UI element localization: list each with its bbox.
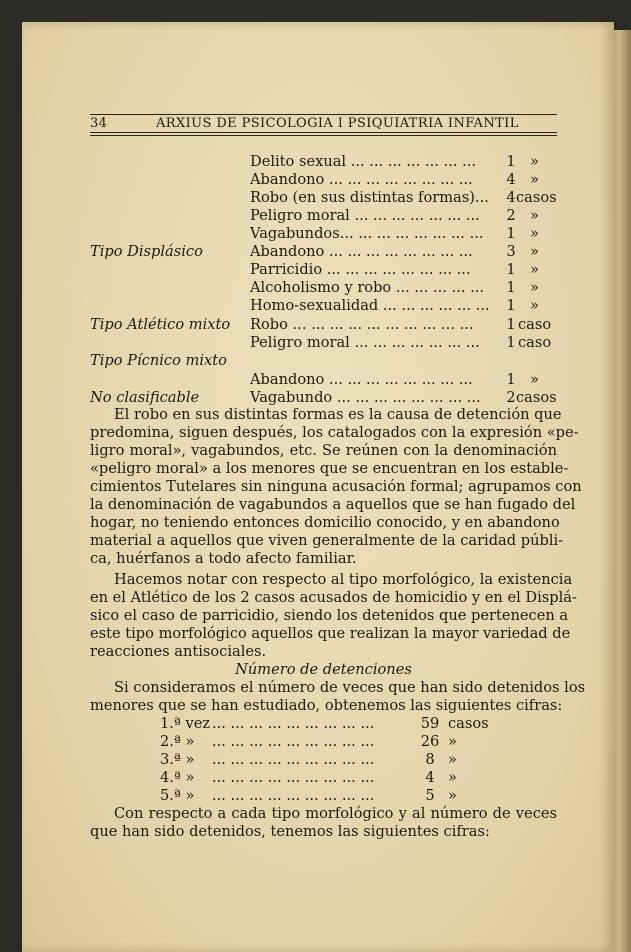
row-label: No clasificable [90, 389, 200, 406]
row-count: 2 [506, 389, 516, 406]
row-count: 4 [506, 171, 516, 188]
table-row [0, 316, 631, 334]
row-count: 1 [506, 153, 516, 170]
text-line: sico el caso de parricidio, siendo los detenidos que pertenecen a [90, 607, 569, 624]
count-leader: ... ... ... ... ... ... ... ... ... [212, 751, 375, 768]
table-row [0, 352, 631, 370]
count-row [0, 769, 631, 787]
row-item: Abandono ... ... ... ... ... ... ... ... [250, 171, 473, 188]
row-item: Peligro moral ... ... ... ... ... ... ... [250, 334, 480, 351]
count-leader: ... ... ... ... ... ... ... ... ... [212, 769, 375, 786]
row-count: 1 [506, 316, 516, 333]
table-row [0, 243, 631, 261]
count-value: 4 [425, 769, 435, 786]
text-line: predomina, siguen después, los catalogados con la expresión «pe- [90, 424, 579, 441]
table-row [0, 153, 631, 171]
count-value: 5 [425, 787, 435, 804]
running-title: ARXIUS DE PSICOLOGIA I PSIQUIATRIA INFANTIL [156, 116, 519, 131]
row-label: Tipo Displásico [90, 243, 203, 260]
table-row [0, 371, 631, 389]
table-row [0, 279, 631, 297]
text-line: que han sido detenidos, tenemos las siguientes cifras: [90, 823, 490, 840]
count-ordinal: 4.ª » [160, 769, 195, 786]
count-row [0, 751, 631, 769]
row-count: 1 [506, 371, 516, 388]
table-row [0, 261, 631, 279]
row-count: 1 [506, 225, 516, 242]
count-value: 26 [420, 733, 440, 750]
text-line: hogar, no teniendo entonces domicilio conocido, y en abandono [90, 514, 560, 531]
row-unit: casos [516, 189, 557, 206]
table-row [0, 334, 631, 352]
row-label: Tipo Pícnico mixto [90, 352, 227, 369]
count-leader: ... ... ... ... ... ... ... ... ... [212, 715, 375, 732]
row-count: 1 [506, 334, 516, 351]
count-row [0, 715, 631, 733]
row-unit: » [530, 171, 539, 188]
paragraph-conclusion [90, 805, 557, 841]
table-row [0, 297, 631, 315]
row-count: 4 [506, 189, 516, 206]
table-row [0, 189, 631, 207]
section-heading: Número de detenciones [235, 661, 412, 678]
row-item: Homo-sexualidad ... ... ... ... ... ... [250, 297, 490, 314]
row-item: Vagabundos... ... ... ... ... ... ... ... [250, 225, 484, 242]
paragraph-robo [90, 406, 582, 568]
count-unit: casos [448, 715, 489, 732]
text-line: Hacemos notar con respecto al tipo morfológico, la existencia [114, 571, 573, 588]
row-unit: casos [516, 389, 557, 406]
paragraph-tipo-morfologico [90, 571, 577, 661]
row-count: 1 [506, 279, 516, 296]
text-line: El robo en sus distintas formas es la causa de detención que [114, 406, 562, 423]
text-line: cimientos Tutelares sin ninguna acusación formal; agrupamos con [90, 478, 582, 495]
count-ordinal: 2.ª » [160, 733, 195, 750]
count-row [0, 787, 631, 805]
row-unit: » [530, 243, 539, 260]
row-item: Vagabundo ... ... ... ... ... ... ... ... [250, 389, 481, 406]
scan-background-top [0, 0, 631, 22]
header-rule [90, 135, 557, 136]
row-item: Delito sexual ... ... ... ... ... ... ... [250, 153, 476, 170]
row-unit: » [530, 207, 539, 224]
text-line: ligro moral», vagabundos, etc. Se reúnen con la denominación [90, 442, 557, 459]
text-line: «peligro moral» a los menores que se encuentran en los estable- [90, 460, 569, 477]
count-leader: ... ... ... ... ... ... ... ... ... [212, 787, 375, 804]
text-line: menores que se han estudiado, obtenemos las siguientes cifras: [90, 697, 563, 714]
row-item: Robo ... ... ... ... ... ... ... ... ... ... [250, 316, 474, 333]
count-value: 8 [425, 751, 435, 768]
header-rule [90, 132, 557, 133]
row-unit: » [530, 225, 539, 242]
text-line: este tipo morfológico aquellos que realizan la mayor variedad de [90, 625, 571, 642]
row-item: Abandono ... ... ... ... ... ... ... ... [250, 371, 473, 388]
text-line: Con respecto a cada tipo morfológico y al número de veces [114, 805, 557, 822]
paragraph-numero-detenciones [90, 679, 586, 715]
text-line: Si consideramos el número de veces que han sido detenidos los [114, 679, 586, 696]
table-row [0, 171, 631, 189]
running-header [90, 114, 557, 133]
row-item: Peligro moral ... ... ... ... ... ... ... [250, 207, 480, 224]
table-row [0, 389, 631, 407]
table-row [0, 225, 631, 243]
row-count: 2 [506, 207, 516, 224]
count-unit: » [448, 751, 457, 768]
row-unit: » [530, 279, 539, 296]
count-row [0, 733, 631, 751]
row-unit: caso [518, 316, 552, 333]
row-unit: caso [518, 334, 552, 351]
table-row [0, 207, 631, 225]
row-count: 3 [506, 243, 516, 260]
count-ordinal: 1.ª vez [160, 715, 211, 732]
count-ordinal: 3.ª » [160, 751, 195, 768]
page-number: 34 [90, 116, 108, 131]
row-unit: » [530, 261, 539, 278]
text-line: material a aquellos que viven generalmente de la caridad públi- [90, 532, 564, 549]
count-ordinal: 5.ª » [160, 787, 195, 804]
count-unit: » [448, 787, 457, 804]
row-unit: » [530, 297, 539, 314]
row-count: 1 [506, 297, 516, 314]
row-label: Tipo Atlético mixto [90, 316, 231, 333]
row-unit: » [530, 371, 539, 388]
text-line: en el Atlético de los 2 casos acusados de homicidio y en el Displá- [90, 589, 577, 606]
count-unit: » [448, 769, 457, 786]
row-item: Robo (en sus distintas formas)... [250, 189, 489, 206]
text-line: la denominación de vagabundos a aquellos que se han fugado del [90, 496, 576, 513]
row-unit: » [530, 153, 539, 170]
text-line: reacciones antisociales. [90, 643, 267, 660]
count-unit: » [448, 733, 457, 750]
row-item: Alcoholismo y robo ... ... ... ... ... [250, 279, 484, 296]
text-line: ca, huérfanos a todo afecto familiar. [90, 550, 357, 567]
row-count: 1 [506, 261, 516, 278]
row-item: Abandono ... ... ... ... ... ... ... ... [250, 243, 473, 260]
count-leader: ... ... ... ... ... ... ... ... ... [212, 733, 375, 750]
count-value: 59 [420, 715, 440, 732]
row-item: Parricidio ... ... ... ... ... ... ... ... [250, 261, 471, 278]
